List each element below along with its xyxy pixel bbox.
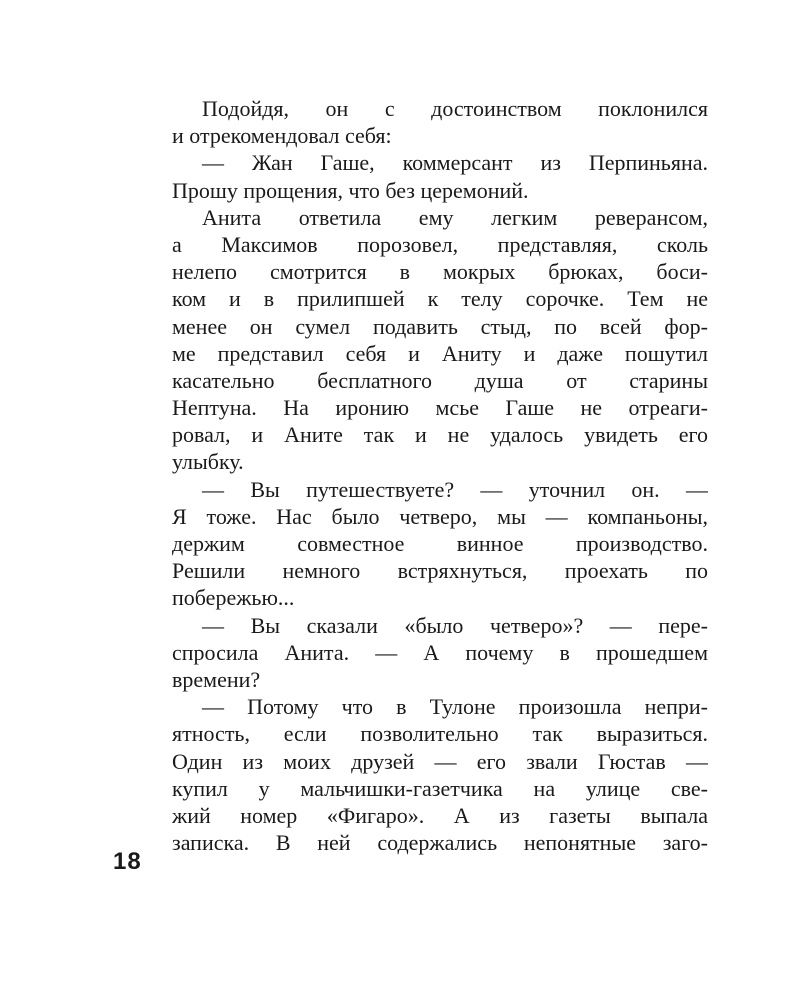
text-line: держим совместное винное производство. xyxy=(172,531,708,556)
text-line: — Вы сказали «было четверо»? — пере- xyxy=(202,612,708,638)
page-number: 18 xyxy=(113,848,142,875)
text-line: а Максимов порозовел, представляя, сколь xyxy=(172,231,708,257)
text-line: Анита ответила ему легким реверансом, xyxy=(202,204,708,230)
text-line: касательно бесплатного душа от старины xyxy=(172,367,708,393)
text-line: ятность, если позволительно так выразиться. xyxy=(172,721,708,747)
text-line: — Вы путешествуете? — уточнил он. — xyxy=(202,476,708,502)
text-line: — Жан Гаше, коммерсант из Перпиньяна. xyxy=(202,150,708,176)
text-line: Прошу прощения, что без церемоний. xyxy=(172,177,529,203)
text-line: — Потому что в Тулоне произошла непри- xyxy=(202,694,708,720)
text-line: ком и в прилипшей к телу сорочке. Тем не xyxy=(172,286,708,312)
text-line: спросила Анита. — А почему в прошедшем xyxy=(172,639,708,665)
body-text xyxy=(172,95,708,856)
text-line: записка. В ней содержались непонятные заго- xyxy=(172,830,708,856)
text-line: ровал, и Аните так и не удалось увидеть его xyxy=(172,422,708,448)
text-line: нелепо смотрится в мокрых брюках, боси- xyxy=(172,259,708,285)
text-line: Нептуна. На иронию мсье Гаше не отреаги- xyxy=(172,395,708,421)
text-line: побережью... xyxy=(172,585,295,611)
text-line: Я тоже. Нас было четверо, мы — компаньоны, xyxy=(172,503,708,529)
text-line: ме представил себя и Аниту и даже пошутил xyxy=(172,340,708,366)
text-line: жий номер «Фигаро». А из газеты выпала xyxy=(172,802,708,828)
text-line: времени? xyxy=(172,666,261,692)
text-line: Один из моих друзей — его звали Гюстав — xyxy=(172,748,708,774)
text-line: и отрекомендовал себя: xyxy=(172,123,392,149)
text-line: улыбку. xyxy=(172,449,244,475)
text-line: Подойдя, он с достоинством поклонился xyxy=(202,96,708,121)
text-line: купил у мальчишки-газетчика на улице све- xyxy=(172,775,708,801)
text-line: менее он сумел подавить стыд, по всей фор- xyxy=(172,313,708,339)
text-line: Решили немного встряхнуться, проехать по xyxy=(172,558,708,584)
